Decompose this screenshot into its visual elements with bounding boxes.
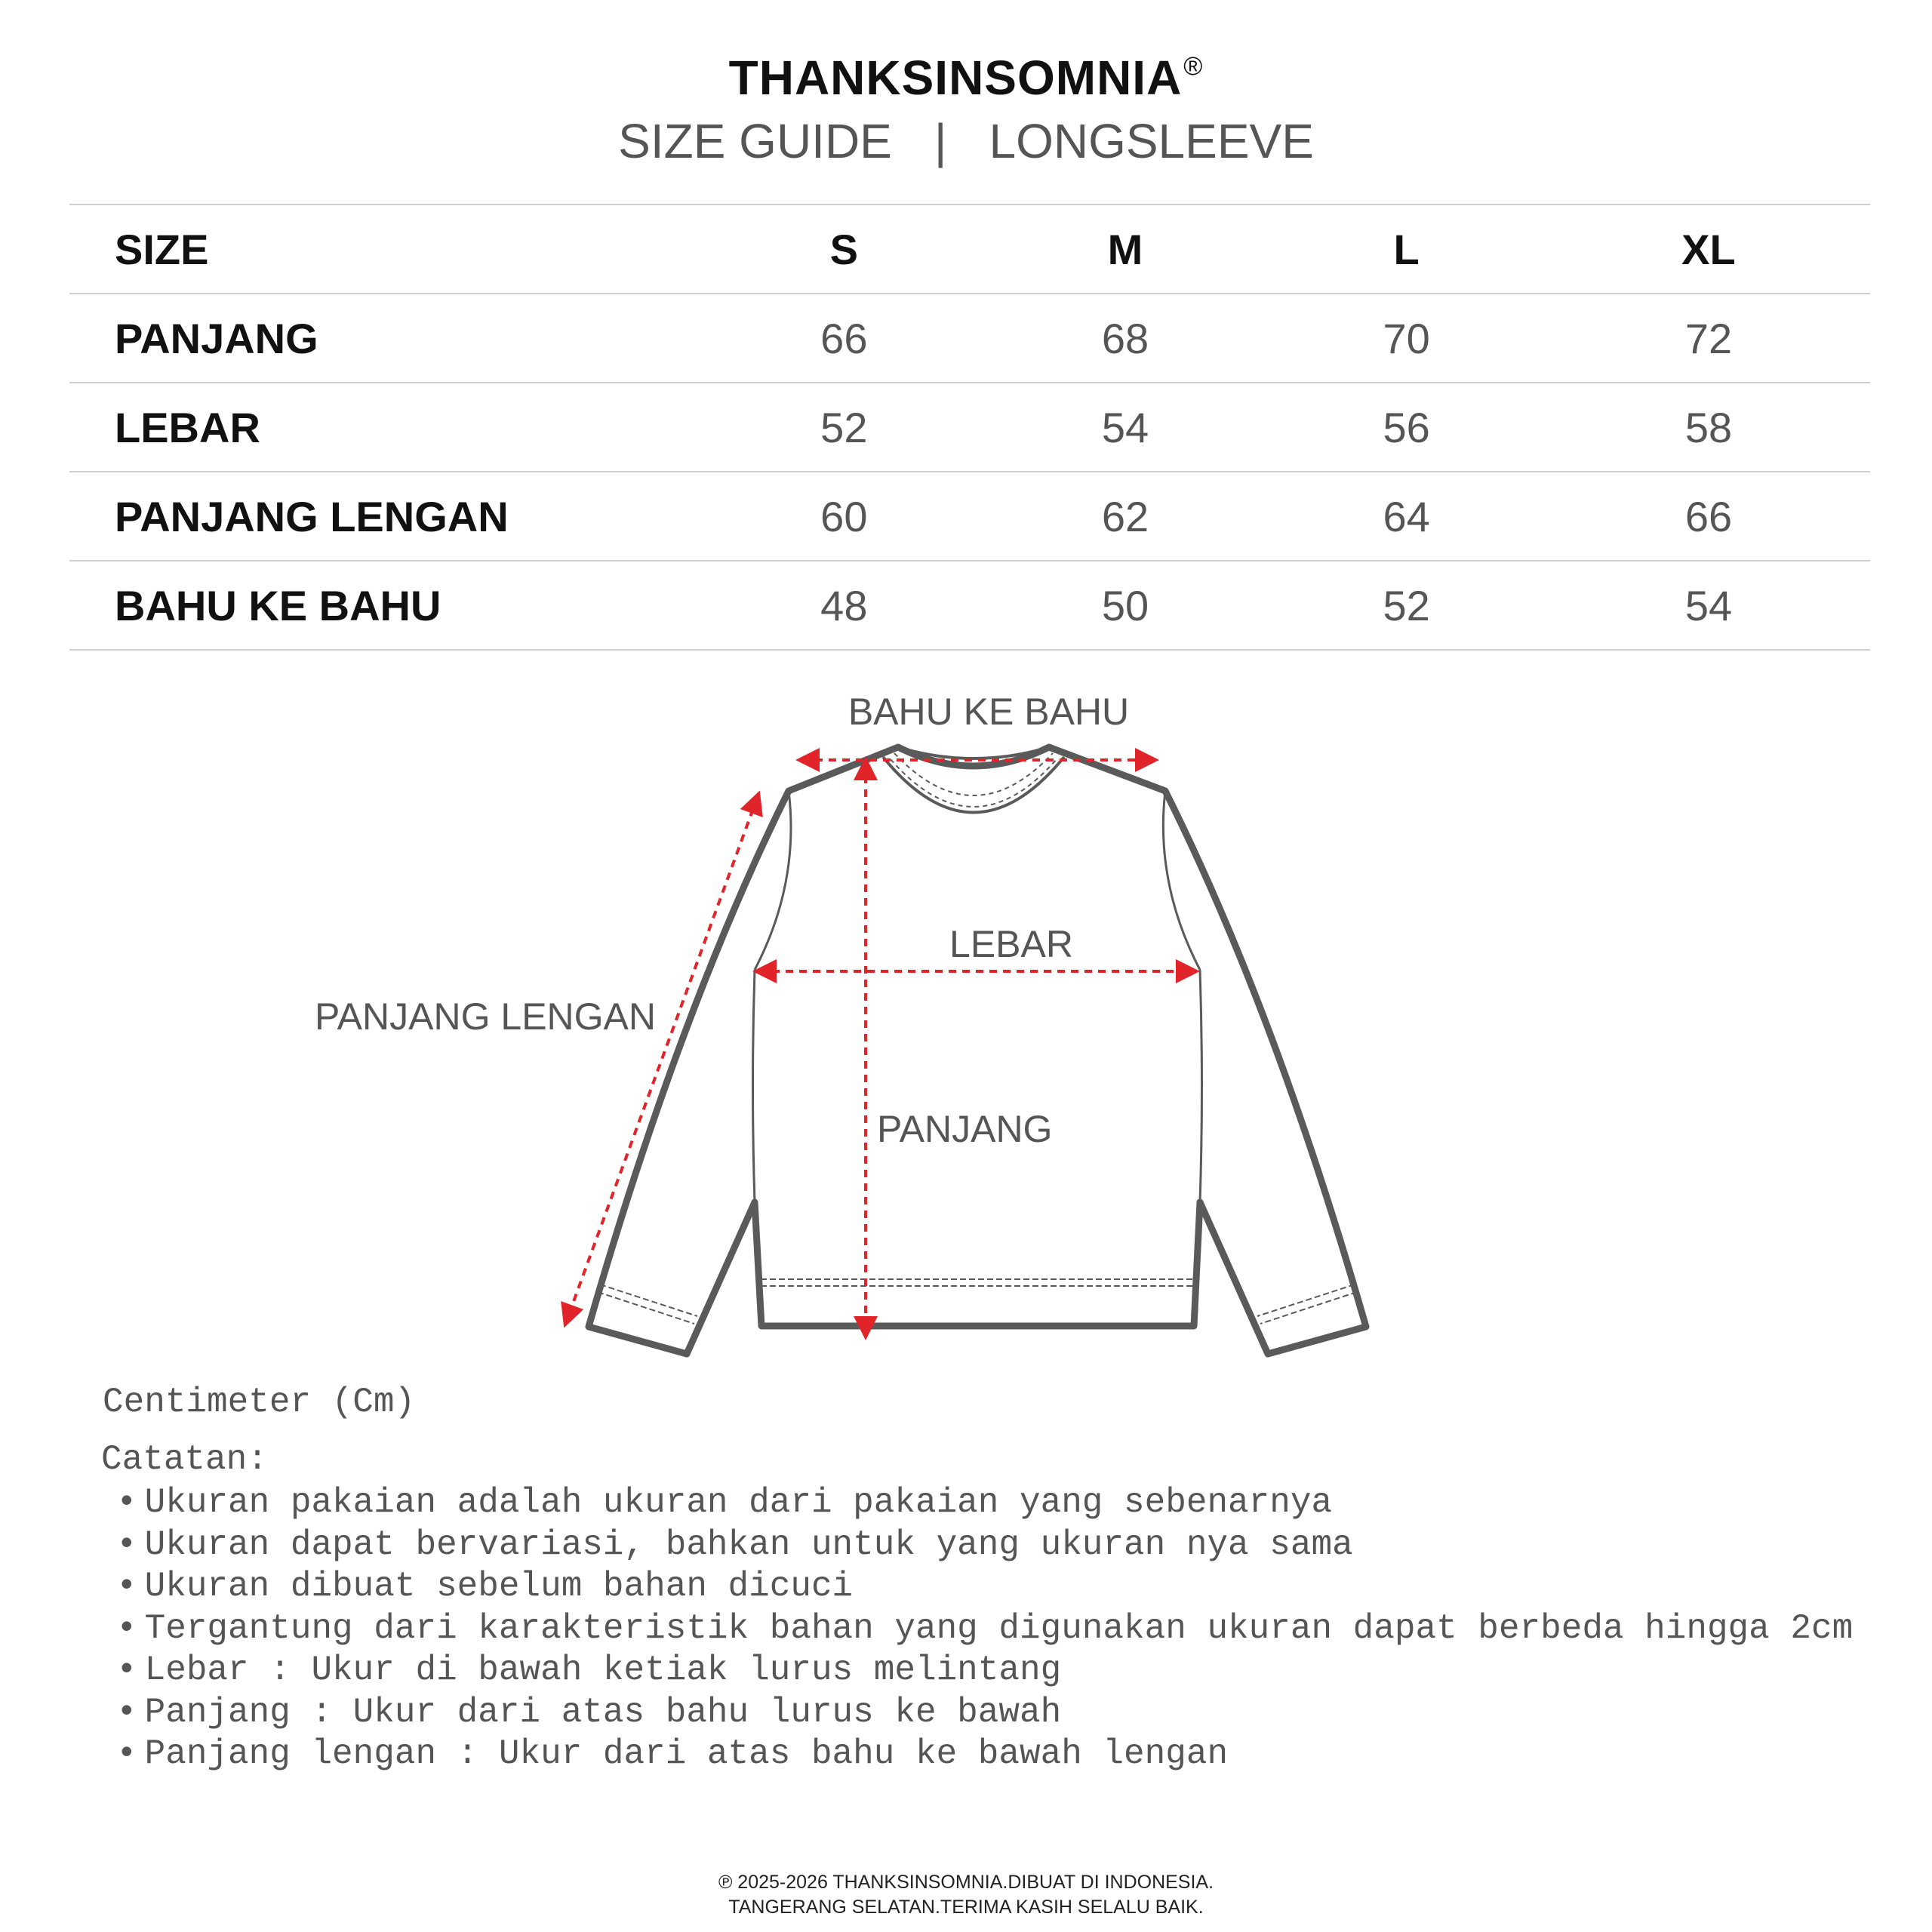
row-label: LEBAR [69,383,703,472]
notes-title: Catatan: [101,1440,268,1479]
footer-line-1: ℗ 2025-2026 THANKSINSOMNIA.DIBUAT DI INDONESIA. [718,1872,1214,1893]
shirt-body-outline [589,747,1366,1354]
table-row [69,561,1870,650]
table-row [69,383,1870,472]
size-table [69,204,1870,651]
left-cuff-seam [600,1284,697,1316]
subtitle-size-guide: SIZE GUIDE [618,114,892,168]
right-cuff-seam [1257,1284,1355,1316]
list-item: • Ukuran pakaian adalah ukuran dari pakaian yang sebenarnya [116,1482,1853,1524]
header-size-label: SIZE [69,205,703,294]
shirt-outline [589,747,1366,1354]
registered-mark: ® [1183,52,1204,81]
list-item: • Ukuran dibuat sebelum bahan dicuci [116,1566,1853,1608]
longsleeve-measurement-diagram [0,664,1932,1374]
table-cell: 58 [1547,383,1870,472]
table-row [69,294,1870,383]
footer [0,1870,1932,1920]
right-cuff-seam [1260,1292,1357,1324]
table-cell: 62 [985,472,1266,561]
label-panjang: PANJANG [877,1108,1053,1150]
header-size-s: S [703,205,985,294]
row-label: PANJANG [69,294,703,383]
sleeve-measure-line [566,796,758,1322]
row-label: PANJANG LENGAN [69,472,703,561]
table-cell: 68 [985,294,1266,383]
subtitle-product: LONGSLEEVE [989,114,1314,168]
table-row [69,472,1870,561]
row-label: BAHU KE BAHU [69,561,703,650]
table-cell: 52 [1266,561,1547,650]
table-cell: 54 [985,383,1266,472]
footer-line-2: TANGERANG SELATAN.TERIMA KASIH SELALU BAIK. [728,1897,1204,1918]
table-cell: 52 [703,383,985,472]
table-cell: 72 [1547,294,1870,383]
list-item: • Lebar : Ukur di bawah ketiak lurus melintang [116,1650,1853,1692]
table-cell: 56 [1266,383,1547,472]
table-cell: 50 [985,561,1266,650]
left-side-seam [753,970,755,1202]
header-size-m: M [985,205,1266,294]
table-cell: 66 [703,294,985,383]
label-panjang-lengan: PANJANG LENGAN [315,995,656,1038]
table-cell: 54 [1547,561,1870,650]
table-header-row [69,205,1870,294]
table-cell: 66 [1547,472,1870,561]
table-cell: 60 [703,472,985,561]
label-lebar: LEBAR [949,923,1073,965]
right-side-seam [1200,970,1202,1202]
table-cell: 64 [1266,472,1547,561]
list-item: • Panjang lengan : Ukur dari atas bahu ke bawah lengan [116,1734,1853,1776]
measurement-lines [566,760,1194,1334]
unit-label: Centimeter (Cm) [103,1383,416,1422]
table-cell: 70 [1266,294,1547,383]
list-item: • Panjang : Ukur dari atas bahu lurus ke bawah [116,1692,1853,1734]
list-item: • Ukuran dapat bervariasi, bahkan untuk yang ukuran nya sama [116,1524,1853,1567]
left-cuff-seam [598,1292,694,1324]
brand-name: THANKSINSOMNIA [728,51,1183,105]
header-size-xl: XL [1547,205,1870,294]
notes-list [116,1482,1853,1776]
page-subtitle [0,113,1932,169]
header-size-l: L [1266,205,1547,294]
subtitle-separator: | [934,114,947,168]
brand-logo [0,50,1932,106]
label-bahu-ke-bahu: BAHU KE BAHU [848,691,1130,733]
list-item: • Tergantung dari karakteristik bahan yang digunakan ukuran dapat berbeda hingga 2cm [116,1608,1853,1651]
table-cell: 48 [703,561,985,650]
